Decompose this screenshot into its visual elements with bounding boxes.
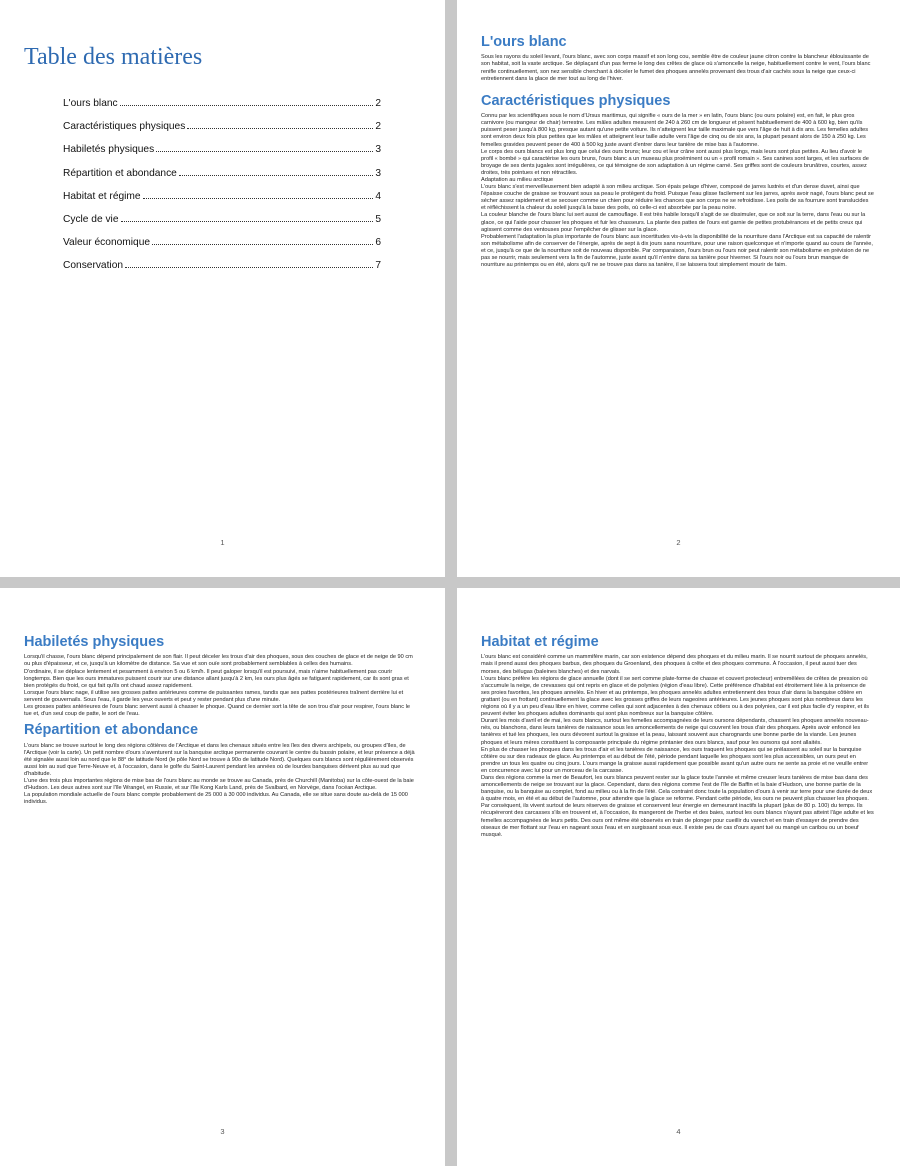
section-heading: Habiletés physiques xyxy=(24,634,165,650)
page-4 xyxy=(457,588,900,1166)
paragraph: La population mondiale actuelle de l'ours blanc compte probablement de 25 000 à 30 000 individus. Au Canada, elle se situe sans doute au-delà de 15 000 individus. xyxy=(24,792,408,806)
page-2 xyxy=(457,0,900,577)
toc-entry-page: 7 xyxy=(375,260,381,272)
paragraph: Connu par les scientifiques sous le nom d'Ursus maritimus, qui signifie « ours de la mer » en latin, l'ours blanc (ou ours polaire) est, en fait, le plus gros carnivore (ou mangeur de chair) terrestre. Les mâles adultes mesurent de 240 à 260 cm de longueur et pèsent habituellement de 400 à 600 kg, bien qu'ils puissent peser jusqu'à 800 kg, presque autant qu'une petite voiture. Ils n'atteignent leur taille maximale que vers l'âge de huit à dix ans. Les femelles adultes sont environ deux fois plus petites que les mâles et atteignent leur taille adulte vers l'âge de cinq ou de six ans, la plupart pesant alors de 150 à 250 kg. Les femelles gravides peuvent peser de 400 à 500 kg juste avant d'entrer dans leur tanière de mise bas à l'automne. xyxy=(481,113,869,148)
paragraph: D'ordinaire, il se déplace lentement et pesamment à environ 5 ou 6 km/h. Il peut galoper lorsqu'il est poursuivi, mais n'aime habituellement pas courir longtemps. Bien que les ours immatures puissent courir sur une distance allant jusqu'à 2 km, les ours plus âgés se fatiguent rapidement, car ils sont gras et bien protégés du froid, ce qui fait qu'ils ont chaud assez rapidement. xyxy=(24,668,409,689)
section-heading: Répartition et abondance xyxy=(24,722,199,739)
page-1 xyxy=(0,0,445,577)
page-content xyxy=(481,634,874,839)
toc-entry-label: Habitat et régime xyxy=(63,190,141,202)
page-content xyxy=(481,34,874,269)
paragraph: L'une des trois plus importantes régions de mise bas de l'ours blanc au monde se trouve au Canada, près de Churchill (Manitoba) sur la côte-ouest de la baie d'Hudson. Les deux autres sont sur l'île Wrangel, en Russie, et sur l'île Kong Karls Land, près de Svalbard, en Norvège, dans l'océan Arctique. xyxy=(24,778,414,792)
page-number: 3 xyxy=(220,1127,225,1136)
subheading: Adaptation au milieu arctique xyxy=(481,177,554,183)
paragraph: Dans des régions comme la mer de Beaufort, les ours blancs peuvent rester sur la glace toute l'année et même creuser leurs tanières de mise bas dans des amoncellements de neige se trouvant sur la glace. Cependant, dans des régions comme l'est de l'île de Baffin et la baie d'Hudson, une bonne partie de la banquise, ou la banquise au complet, fond au milieu ou à la fin de l'été. Cela contraint donc toute la population d'ours à venir sur terre pour une durée de deux à quatre mois, en été et au début de l'automne, pour attendre que la glace se reforme. Pendant cette période, les ours ne peuvent plus chasser les phoques. Par conséquent, ils vivent surtout de leurs réserves de graisse et conservent leur énergie en demeurant inactifs la plupart (plus de 80 p. 100) du temps. Ils récupéreront des carcasses s'ils en trouvent et, à l'occasion, ils mangeront de l'herbe et des baies, surtout les ours blancs n'ayant pas atteint l'âge adulte et les femelles accompagnées de leurs petits. Des ours ont même été observés en train de plonger pour cueillir du varech et en train d'essayer de prendre des oiseaux de mer flottant sur l'eau en nageant sous l'eau et en surgissant sous eux. Il existe peu de cas d'ours ayant tué ou mangé un caribou ou un boeuf musqué. xyxy=(481,774,874,838)
toc-entry-label: Caractéristiques physiques xyxy=(63,121,186,133)
toc-entry-page: 5 xyxy=(375,213,381,225)
paragraph: La couleur blanche de l'ours blanc lui sert aussi de camouflage. Il est très habile lorsqu'il s'agit de se dissimuler, que ce soit sur la terre, dans l'eau ou sur la glace, ce qui l'aide pour chasser les phoques et fuir les chasseurs. La plante des pattes de l'ours est garnie de petites protubérances et de petits creux qui agissent comme des ventouses pour l'empêcher de glisser sur la glace. xyxy=(481,212,866,233)
toc-entry-page: 2 xyxy=(375,121,381,133)
toc-entry-label: L'ours blanc xyxy=(63,98,118,109)
toc-entry-page: 2 xyxy=(375,98,381,109)
paragraph: Les grosses pattes antérieures de l'ours blanc servent aussi à chasser le phoque. Quand ce dernier sort la tête de son trou d'air pour respirer, l'ours blanc le tue et, d'un seul coup de patte, le sort de l'eau. xyxy=(24,704,410,718)
toc-list xyxy=(63,98,381,284)
paragraph: Durant les mois d'avril et de mai, les ours blancs, surtout les femelles accompagnées de leurs oursons dépendants, chassent les phoques annelés nouveau-nés, ou blanchons, dans leurs tanières de naissance sous les amoncellements de neige qui couvrent les trous d'air des phoques. Après avoir enfoncé les tanières et tué les phoques, les ours dévorent surtout la graisse et la peau, laissant souvent aux charognards une bonne partie de la viande. Les jeunes phoques et leurs mères constituent la composante principale du régime printanier des ours blancs, sauf pour les oursons qui sont allaités. xyxy=(481,718,869,746)
page-content xyxy=(24,634,419,806)
toc-leader xyxy=(143,198,374,199)
paragraph: L'ours blanc s'est merveilleusement bien adapté à son milieu arctique. Son épais pelage d'hiver, composé de jarres lustrés et d'un dense duvet, ainsi que l'épaisse couche de graisse se trouvant sous sa peau le protègent du froid. Puisque l'eau glisse facilement sur les jarres, après avoir nagé, l'ours blanc peut se sécher assez rapidement et se secouer comme un chien pour réduire les chances que son corps ne se refroidisse. Les poils de sa fourrure sont translucides et réfléchissent la chaleur du soleil jusqu'à la base des poils, où celle-ci est absorbée par la peau noire. xyxy=(481,184,874,212)
paragraph: En plus de chasser les phoques dans les trous d'air et les tanières de naissance, les ours traquent les phoques qui se prélassent au soleil sur la banquise côtière ou sur des radeaux de glace. Au printemps et au début de l'été, période pendant laquelle les phoques sont les plus accessibles, un ours peut en prendre un tous les quatre ou cinq jours. L'ours mange la graisse aussi rapidement que possible avant qu'un autre ours ne sente sa proie et ne veuille entrer en concurrence avec lui pour un morceau de la carcasse. xyxy=(481,746,869,774)
toc-entry-page: 4 xyxy=(375,190,381,202)
paragraph: L'ours blanc est considéré comme un mammifère marin, car son existence dépend des phoques et du milieu marin. Il se nourrit surtout de phoques annelés, mais il prend aussi des phoques barbus, des phoques du Groenland, des phoques à crête et des phoques communs. À l'occasion, il peut aussi tuer des morses, des bélugas (baleines blanches) et des narvals. xyxy=(481,654,868,675)
toc-entry-page: 3 xyxy=(375,167,381,179)
toc-entry-label: Valeur économique xyxy=(63,237,151,249)
toc-entry[interactable] xyxy=(63,214,381,237)
toc-entry[interactable] xyxy=(63,168,381,191)
paragraph: Le corps des ours blancs est plus long que celui des ours bruns; leur cou et leur crâne sont aussi plus longs, mais leurs sont plus petites. Au lieu d'avoir le profil « bombé » qui caractérise les ours bruns, l'ours blanc a un museau plus proéminent ou un « profil romain ». Ses canines sont larges, et les surfaces de broyage de ses dents jugales sont irrégulières, ce qui témoigne de son adaptation à un régime carné. Ses griffes sont de couleurs brunâtres, courtes, assez droites, très pointues et non rétractiles. xyxy=(481,148,869,176)
paragraph: Probablement l'adaptation la plus importante de l'ours blanc aux incertitudes vis-à-vis la disponibilité de la nourriture dans l'Arctique est sa capacité de ralentir son métabolisme afin de conserver de l'énergie, après de sept à dix jours sans nourriture, pour une raison quelconque et n'importe quand au cours de l'année, et ce, jusqu'à ce que de la nourriture soit de nouveau disponible. Par comparaison, l'ours brun ou l'ours noir peut ralentir son métabolisme en prévision de ne pas se nourrir, mais seulement vers la fin de l'automne, juste avant qu'il n'entre dans sa tanière pour hiverner. Si l'ours noir ou l'ours brun manque de nourriture au printemps ou en été, alors qu'il ne se trouve pas dans sa tanière, il se laissera tout simplement mourir de faim. xyxy=(481,233,873,269)
toc-entry-page: 3 xyxy=(375,144,381,156)
toc-leader xyxy=(120,105,374,106)
toc-leader xyxy=(187,128,373,129)
toc-entry[interactable] xyxy=(63,191,381,214)
paragraph: Lorsqu'il chasse, l'ours blanc dépend principalement de son flair. Il peut déceler les trous d'air des phoques, sous des couches de glace et de neige de 90 cm ou plus d'épaisseur, et ce, jusqu'à un kilomètre de distance. Sa vue et son ouïe sont probablement semblables à celles des humains. xyxy=(24,654,413,668)
page-number: 4 xyxy=(676,1127,681,1136)
toc-leader xyxy=(125,267,373,268)
section-heading: Habitat et régime xyxy=(481,634,599,650)
toc-title: Table des matières xyxy=(24,44,203,70)
toc-entry[interactable] xyxy=(63,237,381,260)
paragraph: Lorsque l'ours blanc nage, il utilise ses grosses pattes antérieures comme de puissantes rames, tandis que ses pattes postérieures traînent derrière lui et servent de gouvernails. Sous l'eau, il garde les yeux ouverts et peut y rester pendant plus d'une minute. xyxy=(24,689,404,703)
toc-leader xyxy=(179,175,373,176)
page-number: 2 xyxy=(676,538,681,547)
toc-entry[interactable] xyxy=(63,98,381,121)
page-3 xyxy=(0,588,445,1166)
toc-leader xyxy=(156,151,373,152)
paragraph: L'ours blanc se trouve surtout le long des régions côtières de l'Arctique et dans les chenaux situés entre les îles des divers archipels, ou groupes d'îles, de l'Arctique (voir la carte). Un petit nombre d'ours s'aventurent sur la banquise arctique permanente couvrant le centre du bassin polaire, et leur présence a déjà été signalée aussi loin au nord que le 88° de latitude Nord (le pôle Nord se trouve à 90o de latitude Nord). Quelques ours blancs sont régulièrement observés aussi loin au sud que Terre-Neuve et, à l'occasion, dans le golfe du Saint-Laurent pendant les années où de lourdes banquises dérivent plus au sud que d'habitude. xyxy=(24,742,415,777)
toc-leader xyxy=(152,244,373,245)
paragraph: L'ours blanc préfère les régions de glace annuelle (dont il se sert comme plate-forme de chasse et couvert protecteur) entremêlées de crêtes de pression où s'accumule la neige, de crevasses qui ont repris en glace et de polynies (région d'eau libre). Cette préférence d'habitat est étroitement liée à la présence de ses proies favorites, les phoques annelés. En hiver et au printemps, les phoques annelés adultes entretiennent des trous d'air dans la banquise côtière en grattant (ou en frottant) continuellement la glace avec les grosses griffes de leurs nageoires antérieures. Les jeunes phoques sont plus nombreux dans les régions où il y a un peu d'eau libre en hiver, comme celles qui sont adjacentes à des chenaux côtiers ou à des polynies, car il est plus facile d'y respirer, et ils peuvent éviter les phoques adultes dominants qui sont plus nombreux sur la banquise côtière. xyxy=(481,675,870,718)
toc-entry[interactable] xyxy=(63,260,381,283)
toc-entry-label: Répartition et abondance xyxy=(63,167,177,179)
paragraph: Sous les rayons du soleil levant, l'ours blanc, avec son corps massif et son long cou, semble être de couleur jaune citron contre la blancheur éblouissante de son habitat, soit la vaste arctique. Se déplaçant d'un pas ferme le long des crêtes de glace où s'amoncelle la neige, habituellement contre le vent, l'ours blanc renifle continuellement, son nez sensible cherchant à déceler le fumet des phoques annelés provenant des trous d'air cachés sous la neige que ceux-ci entretiennent dans la glace de mer tout au long de l'hiver. xyxy=(481,54,871,82)
toc-entry-page: 6 xyxy=(375,237,381,249)
toc-entry-label: Cycle de vie xyxy=(63,213,119,225)
section-heading: L'ours blanc xyxy=(481,34,567,50)
toc-entry-label: Habiletés physiques xyxy=(63,144,155,156)
page-number: 1 xyxy=(220,538,225,547)
toc-entry-label: Conservation xyxy=(63,260,124,272)
toc-entry[interactable] xyxy=(63,144,381,167)
toc-entry[interactable] xyxy=(63,121,381,144)
toc-leader xyxy=(121,221,374,222)
section-heading: Caractéristiques physiques xyxy=(481,92,671,109)
